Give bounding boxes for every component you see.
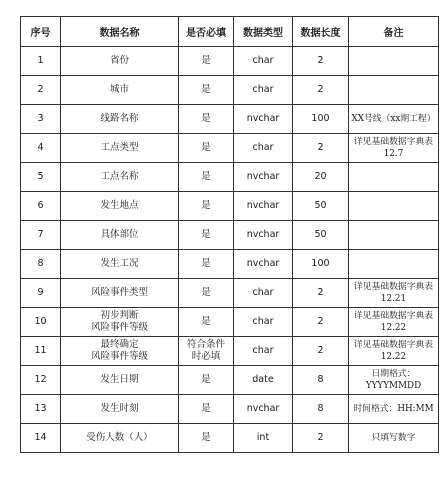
cell-required [179, 192, 234, 221]
cell-data-name [61, 424, 179, 453]
cell-data-name [61, 308, 179, 337]
cell-data-type: char [234, 279, 293, 308]
cell-data-name-line: 城市 [109, 84, 129, 95]
cell-data-type: char [234, 337, 293, 366]
cell-data-type: char [234, 76, 293, 105]
cell-data-length: 2 [293, 337, 349, 366]
cell-data-name [61, 250, 179, 279]
cell-remarks [349, 47, 439, 76]
table-row [21, 134, 439, 163]
cell-required-line: 是 [201, 374, 211, 385]
cell-index: 2 [21, 76, 61, 105]
cell-data-length: 2 [293, 76, 349, 105]
cell-data-name-line: 省份 [109, 55, 129, 66]
cell-data-type: nvchar [234, 221, 293, 250]
cell-required-line: 是 [201, 287, 211, 298]
table-row [21, 47, 439, 76]
data-field-table-container [20, 16, 439, 453]
table-row [21, 337, 439, 366]
cell-index: 1 [21, 47, 61, 76]
table-row [21, 105, 439, 134]
cell-required-line: 是 [201, 171, 211, 182]
cell-data-length: 50 [293, 192, 349, 221]
cell-data-name [61, 134, 179, 163]
cell-index: 5 [21, 163, 61, 192]
cell-remarks [349, 134, 439, 163]
cell-data-length: 2 [293, 279, 349, 308]
cell-required-line: 是 [201, 113, 211, 124]
table-row [21, 308, 439, 337]
cell-data-type: char [234, 134, 293, 163]
table-row [21, 76, 439, 105]
cell-remarks-line: 时间格式：HH:MM [353, 404, 434, 414]
cell-required [179, 163, 234, 192]
cell-data-name-line: 发生工况 [100, 258, 139, 269]
cell-remarks [349, 424, 439, 453]
cell-required-line: 是 [201, 55, 211, 66]
table-row [21, 250, 439, 279]
cell-index: 13 [21, 395, 61, 424]
cell-data-type: nvchar [234, 250, 293, 279]
cell-data-name-line: 发生地点 [100, 200, 139, 211]
header-required: 是否必填 [179, 17, 234, 47]
cell-remarks-line: 只填写数字 [371, 433, 416, 443]
cell-required-line: 是 [201, 142, 211, 153]
cell-remarks [349, 250, 439, 279]
cell-data-name [61, 105, 179, 134]
cell-data-type: nvchar [234, 163, 293, 192]
cell-data-name [61, 279, 179, 308]
cell-index: 12 [21, 366, 61, 395]
cell-remarks-line: 12.22 [380, 323, 407, 333]
cell-index: 11 [21, 337, 61, 366]
cell-remarks [349, 279, 439, 308]
cell-data-name-line: 工点类型 [100, 142, 139, 153]
cell-remarks [349, 105, 439, 134]
cell-data-type: nvchar [234, 105, 293, 134]
cell-remarks-line: 12.7 [383, 149, 404, 159]
cell-data-name [61, 366, 179, 395]
header-data-type: 数据类型 [234, 17, 293, 47]
cell-required-line: 是 [201, 200, 211, 211]
cell-required [179, 337, 234, 366]
header-index: 序号 [21, 17, 61, 47]
cell-remarks [349, 221, 439, 250]
cell-remarks-line: 日期格式：YYYYMMDD [365, 369, 422, 391]
table-row [21, 163, 439, 192]
table-row [21, 192, 439, 221]
cell-required-line: 是 [201, 432, 211, 443]
cell-remarks-line: 12.21 [380, 294, 407, 304]
cell-required [179, 221, 234, 250]
cell-data-name-line: 具体部位 [100, 229, 139, 240]
cell-required [179, 250, 234, 279]
cell-remarks [349, 163, 439, 192]
cell-index: 10 [21, 308, 61, 337]
cell-required [179, 105, 234, 134]
cell-data-name-line: 发生时刻 [100, 403, 139, 414]
header-remarks: 备注 [349, 17, 439, 47]
cell-data-name-line: 受伤人数（人） [86, 432, 153, 443]
cell-required [179, 279, 234, 308]
cell-required [179, 308, 234, 337]
cell-required [179, 395, 234, 424]
cell-index: 6 [21, 192, 61, 221]
cell-data-length: 100 [293, 250, 349, 279]
cell-data-name [61, 395, 179, 424]
table-row [21, 279, 439, 308]
cell-data-name [61, 163, 179, 192]
cell-required [179, 366, 234, 395]
cell-data-name [61, 192, 179, 221]
cell-data-name-line: 初步判断 [100, 310, 139, 321]
cell-data-name-line: 最终确定 [100, 339, 139, 350]
cell-data-name [61, 337, 179, 366]
cell-index: 9 [21, 279, 61, 308]
cell-remarks [349, 395, 439, 424]
header-data-length: 数据长度 [293, 17, 349, 47]
table-row [21, 366, 439, 395]
cell-required [179, 424, 234, 453]
cell-required-line: 是 [201, 403, 211, 414]
cell-required-line: 是 [201, 258, 211, 269]
cell-remarks-line: 12.22 [380, 352, 407, 362]
cell-data-length: 8 [293, 366, 349, 395]
cell-data-name-line: 工点名称 [100, 171, 139, 182]
cell-remarks [349, 366, 439, 395]
cell-remarks-line: 详见基础数据字典表 [353, 282, 434, 292]
cell-data-length: 8 [293, 395, 349, 424]
cell-data-name [61, 76, 179, 105]
table-row [21, 424, 439, 453]
cell-data-type: char [234, 308, 293, 337]
table-body [21, 47, 439, 453]
table-header-row [21, 17, 439, 47]
cell-data-name-line: 风险事件类型 [90, 287, 148, 298]
cell-data-length: 2 [293, 308, 349, 337]
cell-required [179, 47, 234, 76]
cell-required-line: 是 [201, 229, 211, 240]
cell-required [179, 134, 234, 163]
table-row [21, 395, 439, 424]
cell-index: 8 [21, 250, 61, 279]
cell-data-type: nvchar [234, 192, 293, 221]
table-row [21, 221, 439, 250]
cell-remarks-line: 详见基础数据字典表 [353, 311, 434, 321]
cell-data-length: 100 [293, 105, 349, 134]
cell-required-line: 是 [201, 84, 211, 95]
cell-required [179, 76, 234, 105]
cell-data-length: 20 [293, 163, 349, 192]
cell-data-name-line: 发生日期 [100, 374, 139, 385]
cell-index: 3 [21, 105, 61, 134]
cell-index: 7 [21, 221, 61, 250]
cell-index: 4 [21, 134, 61, 163]
cell-data-name-line: 线路名称 [100, 113, 139, 124]
cell-data-length: 2 [293, 134, 349, 163]
cell-data-type: char [234, 47, 293, 76]
cell-remarks [349, 192, 439, 221]
cell-data-length: 50 [293, 221, 349, 250]
cell-data-length: 2 [293, 424, 349, 453]
data-field-table [20, 16, 439, 453]
cell-remarks-line: 详见基础数据字典表 [353, 340, 434, 350]
cell-data-length: 2 [293, 47, 349, 76]
cell-data-name-line: 风险事件等级 [90, 351, 148, 362]
cell-remarks [349, 308, 439, 337]
cell-data-type: date [234, 366, 293, 395]
cell-index: 14 [21, 424, 61, 453]
cell-data-type: nvchar [234, 395, 293, 424]
cell-required-line: 符合条件 [186, 339, 225, 350]
cell-data-name-line: 风险事件等级 [90, 322, 148, 333]
cell-data-name [61, 47, 179, 76]
cell-required-line: 时必填 [191, 351, 221, 362]
cell-remarks [349, 337, 439, 366]
cell-data-name [61, 221, 179, 250]
cell-remarks-line: XX号线（xx期工程） [351, 114, 436, 124]
cell-remarks-line: 详见基础数据字典表 [353, 137, 434, 147]
cell-required-line: 是 [201, 316, 211, 327]
cell-data-type: int [234, 424, 293, 453]
cell-remarks [349, 76, 439, 105]
header-data-name: 数据名称 [61, 17, 179, 47]
